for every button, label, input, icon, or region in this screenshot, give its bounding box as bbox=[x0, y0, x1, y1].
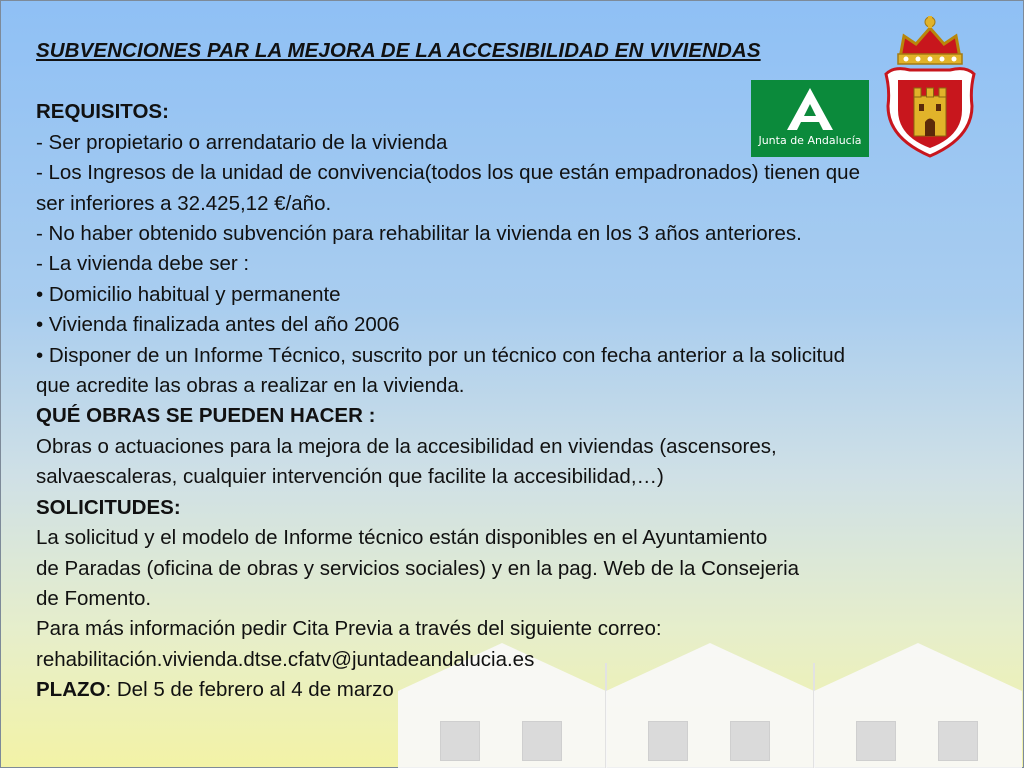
requisitos-line: que acredite las obras a realizar en la vivienda. bbox=[36, 374, 465, 398]
junta-label: Junta de Andalucía bbox=[758, 134, 862, 147]
requisitos-line: - No haber obtenido subvención para rehabilitar la vivienda en los 3 años anteriores. bbox=[36, 222, 802, 246]
solicitudes-line: de Fomento. bbox=[36, 586, 152, 610]
requisitos-bullet: • Disponer de un Informe Técnico, suscrito por un técnico con fecha anterior a la solicitud bbox=[36, 343, 845, 367]
solicitudes-line: Para más información pedir Cita Previa a través del siguiente correo: bbox=[36, 617, 662, 641]
requisitos-line: - Ser propietario o arrendatario de la vivienda bbox=[36, 130, 448, 154]
plazo-line bbox=[36, 675, 976, 705]
requisitos-line: - La vivienda debe ser : bbox=[36, 252, 250, 276]
page-title: SUBVENCIONES PAR LA MEJORA DE LA ACCESIBILIDAD EN VIVIENDAS bbox=[36, 39, 761, 62]
obras-line: salvaescaleras, cualquier intervención que facilite la accesibilidad,…) bbox=[36, 465, 664, 489]
contact-email: rehabilitación.vivienda.dtse.cfatv@juntadeandalucia.es bbox=[36, 647, 535, 671]
solicitudes-line: La solicitud y el modelo de Informe técnico están disponibles en el Ayuntamiento bbox=[36, 526, 768, 550]
requisitos-line: - Los Ingresos de la unidad de convivencia(todos los que están empadronados) tienen que bbox=[36, 161, 860, 185]
solicitudes-heading: SOLICITUDES: bbox=[36, 495, 181, 519]
requisitos-line: ser inferiores a 32.425,12 €/año. bbox=[36, 191, 332, 215]
requisitos-heading: REQUISITOS: bbox=[36, 100, 169, 124]
main-content bbox=[36, 36, 976, 706]
obras-heading: QUÉ OBRAS SE PUEDEN HACER : bbox=[36, 404, 376, 428]
requisitos-bullet: • Domicilio habitual y permanente bbox=[36, 282, 341, 306]
plazo-heading: PLAZO bbox=[36, 678, 106, 702]
plazo-text: : Del 5 de febrero al 4 de marzo bbox=[105, 678, 394, 702]
solicitudes-line: de Paradas (oficina de obras y servicios sociales) y en la pag. Web de la Consejeria bbox=[36, 556, 800, 580]
requisitos-bullet: • Vivienda finalizada antes del año 2006 bbox=[36, 313, 400, 337]
obras-line: Obras o actuaciones para la mejora de la accesibilidad en viviendas (ascensores, bbox=[36, 434, 777, 458]
